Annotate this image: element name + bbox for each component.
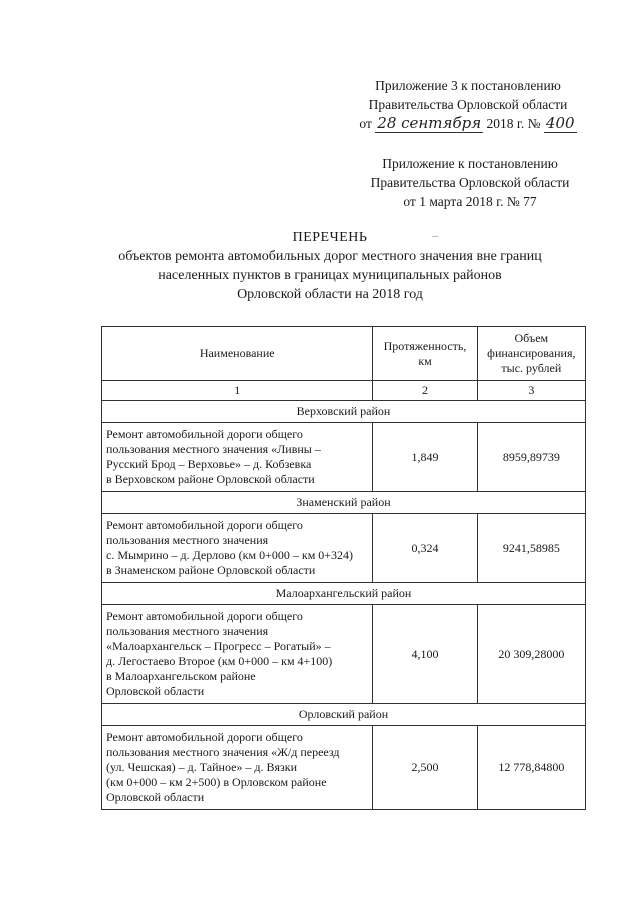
district-name: Орловский район <box>102 704 586 726</box>
handwritten-date: 28 сентября <box>377 114 482 132</box>
table-body <box>102 401 586 810</box>
name-line: Ремонт автомобильной дороги общего <box>106 609 303 623</box>
col-number: 2 <box>373 381 477 401</box>
handwritten-number: 400 <box>545 114 575 132</box>
col-number: 1 <box>102 381 373 401</box>
roads-table <box>101 326 586 810</box>
district-name: Знаменский район <box>102 492 586 514</box>
name-line: (ул. Чешская) – д. Тайное» – д. Вязки <box>106 760 298 774</box>
object-name <box>102 423 373 492</box>
title-line3: Орловской области на 2018 год <box>237 287 423 302</box>
district-row <box>102 401 586 423</box>
appendix-line3: от 1 марта 2018 г. № 77 <box>403 194 537 209</box>
col-header-funding: Объем финансирования, тыс. рублей <box>477 327 585 381</box>
object-length: 2,500 <box>373 726 477 810</box>
object-length: 1,849 <box>373 423 477 492</box>
appendix-3-header <box>318 76 618 133</box>
appendix-3-line1: Приложение 3 к постановлению <box>375 78 561 93</box>
from-label: от <box>359 116 372 131</box>
name-line: д. Легостаево Второе (км 0+000 – км 4+100) <box>106 654 333 668</box>
name-line: с. Мымрино – д. Дерлово (км 0+000 – км 0+324) <box>106 548 354 562</box>
name-line: Орловской области <box>106 684 205 698</box>
object-length: 4,100 <box>373 605 477 704</box>
object-funding: 20 309,28000 <box>477 605 585 704</box>
object-length: 0,324 <box>373 514 477 583</box>
name-line: (км 0+000 – км 2+500) в Орловском районе <box>106 775 327 789</box>
appendix-line1: Приложение к постановлению <box>382 156 558 171</box>
name-line: «Малоархангельск – Прогресс – Рогатый» – <box>106 639 331 653</box>
name-line: Ремонт автомобильной дороги общего <box>106 427 303 441</box>
column-numbers-row <box>102 381 586 401</box>
district-row <box>102 704 586 726</box>
title-line2: населенных пунктов в границах муниципальных районов <box>158 268 502 283</box>
object-name <box>102 605 373 704</box>
col-header-name: Наименование <box>102 327 373 381</box>
table-row <box>102 423 586 492</box>
district-row <box>102 583 586 605</box>
district-name: Верховский район <box>102 401 586 423</box>
name-line: Ремонт автомобильной дороги общего <box>106 730 303 744</box>
col-header-length: Протяженность, км <box>373 327 477 381</box>
district-row <box>102 492 586 514</box>
appendix-3-line2: Правительства Орловской области <box>368 97 568 112</box>
name-line: Русский Брод – Верховье» – д. Кобзевка <box>106 457 312 471</box>
object-funding: 8959,89739 <box>477 423 585 492</box>
object-name <box>102 726 373 810</box>
table-row <box>102 726 586 810</box>
object-funding: 12 778,84800 <box>477 726 585 810</box>
name-line: пользования местного значения «Ж/д переезд <box>106 745 340 759</box>
table-row <box>102 514 586 583</box>
name-line: в Знаменском районе Орловской области <box>106 563 316 577</box>
document-title-block <box>90 228 570 304</box>
name-line: Ремонт автомобильной дороги общего <box>106 518 303 532</box>
year-number-label: 2018 г. № <box>486 116 541 131</box>
name-line: пользования местного значения <box>106 533 269 547</box>
table-row <box>102 605 586 704</box>
district-name: Малоархангельский район <box>102 583 586 605</box>
object-funding: 9241,58985 <box>477 514 585 583</box>
name-line: пользования местного значения «Ливны – <box>106 442 321 456</box>
appendix-3-date-line <box>318 114 618 133</box>
object-name <box>102 514 373 583</box>
name-line: пользования местного значения <box>106 624 269 638</box>
appendix-header <box>330 154 610 211</box>
document-heading: ПЕРЕЧЕНЬ <box>292 230 368 245</box>
title-line1: объектов ремонта автомобильных дорог местного значения вне границ <box>118 249 542 264</box>
name-line: в Верховском районе Орловской области <box>106 472 315 486</box>
appendix-line2: Правительства Орловской области <box>370 175 570 190</box>
name-line: Орловской области <box>106 790 205 804</box>
table-header-row <box>102 327 586 381</box>
name-line: в Малоархангельском районе <box>106 669 256 683</box>
col-number: 3 <box>477 381 585 401</box>
